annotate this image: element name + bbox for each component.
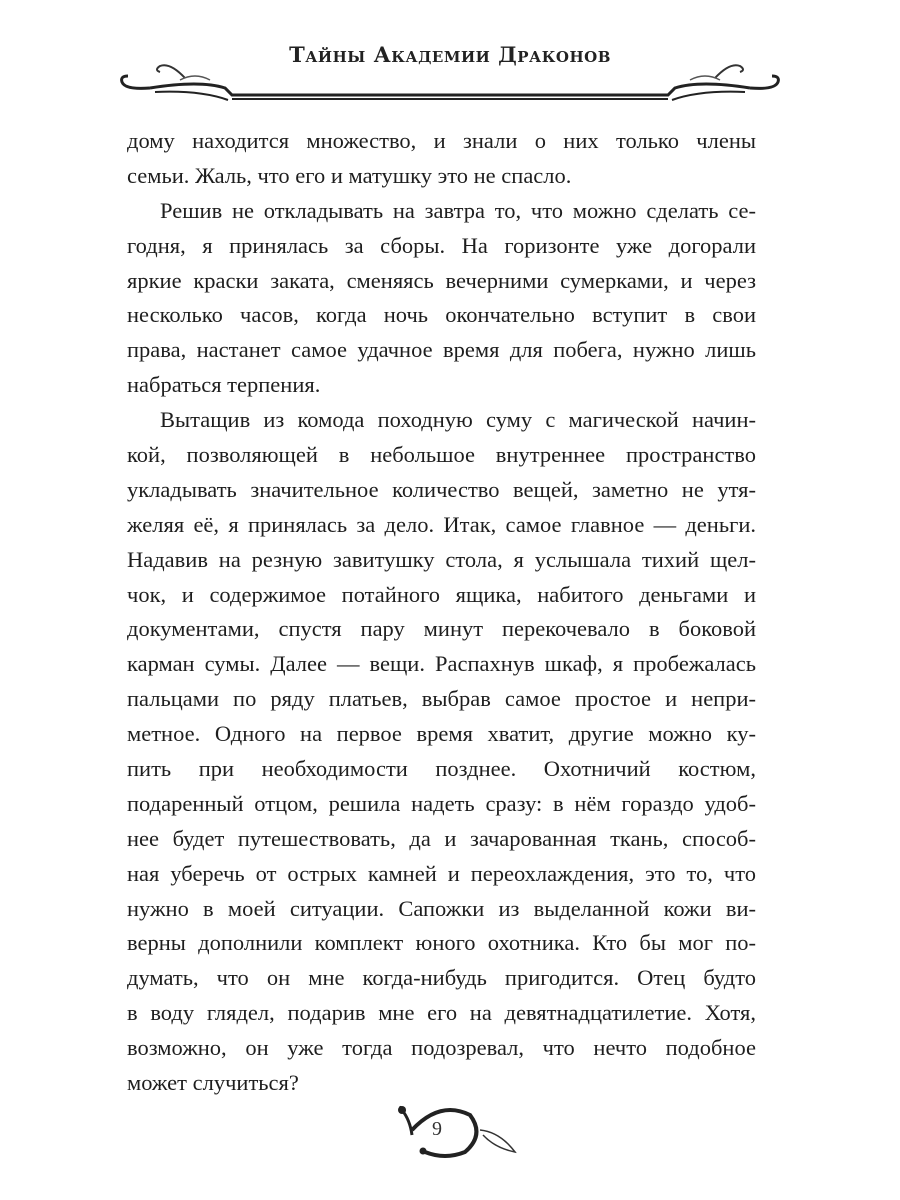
text-line: ная уберечь от острых камней и переохлаждения, это то, что (127, 860, 756, 886)
page-body (127, 124, 756, 1101)
text-line: карман сумы. Далее — вещи. Распахнув шкаф, я пробежалась (127, 651, 756, 677)
running-header (0, 0, 900, 120)
book-title: Тайны Академии Драконов (289, 42, 611, 67)
text-line: дому находится множество, и знали о них только члены (127, 128, 756, 153)
text-line: желяя её, я принялась за дело. Итак, самое главное — деньги. (127, 511, 756, 537)
text-line: укладывать значительное количество вещей, заметно не утя- (127, 476, 756, 502)
text-line: годня, я принялась за сборы. На горизонте уже догорали (127, 232, 756, 258)
text-line: документами, спустя пару минут перекочевало в боковой (127, 616, 756, 642)
text-line: пить при необходимости позднее. Охотничий костюм, (127, 756, 756, 782)
text-line: кой, позволяющей в небольшое внутреннее пространство (127, 442, 756, 468)
text-line: возможно, он уже тогда подозревал, что нечто подобное (127, 1035, 756, 1061)
text-line: набраться терпения. (127, 372, 321, 398)
text-line: нее будет путешествовать, да и зачарованная ткань, способ- (127, 825, 756, 851)
text-line: семьи. Жаль, что его и матушку это не спасло. (127, 162, 572, 188)
text-line: чок, и содержимое потайного ящика, набитого деньгами и (127, 581, 756, 607)
text-line: Надавив на резную завитушку стола, я услышала тихий щел- (127, 546, 756, 572)
text-line: пальцами по ряду платьев, выбрав самое простое и непри- (127, 686, 756, 712)
text-line: нужно в моей ситуации. Сапожки из выделанной кожи ви- (127, 895, 756, 921)
text-line: думать, что он мне когда-нибудь пригодится. Отец будто (127, 965, 756, 991)
text-line: метное. Одного на первое время хватит, другие можно ку- (127, 721, 756, 747)
page-footer (380, 1090, 530, 1170)
text-line: в воду глядел, подарив мне его на девятнадцатилетие. Хотя, (127, 1000, 756, 1026)
text-line: Вытащив из комода походную суму с магической начин- (160, 407, 756, 433)
text-line: верны дополнили комплект юного охотника. Кто бы мог по- (127, 930, 756, 956)
text-line: может случиться? (127, 1070, 299, 1096)
text-line: яркие краски заката, сменяясь вечерними сумерками, и через (127, 267, 756, 293)
text-line: подаренный отцом, решила надеть сразу: в нём гораздо удоб- (127, 790, 756, 816)
text-line: права, настанет самое удачное время для побега, нужно лишь (127, 337, 756, 363)
text-line: несколько часов, когда ночь окончательно вступит в свои (127, 302, 756, 328)
ornament-swirl-icon (380, 1090, 530, 1170)
text-line: Решив не откладывать на завтра то, что можно сделать се- (160, 197, 756, 223)
page-number: 9 (432, 1118, 442, 1140)
